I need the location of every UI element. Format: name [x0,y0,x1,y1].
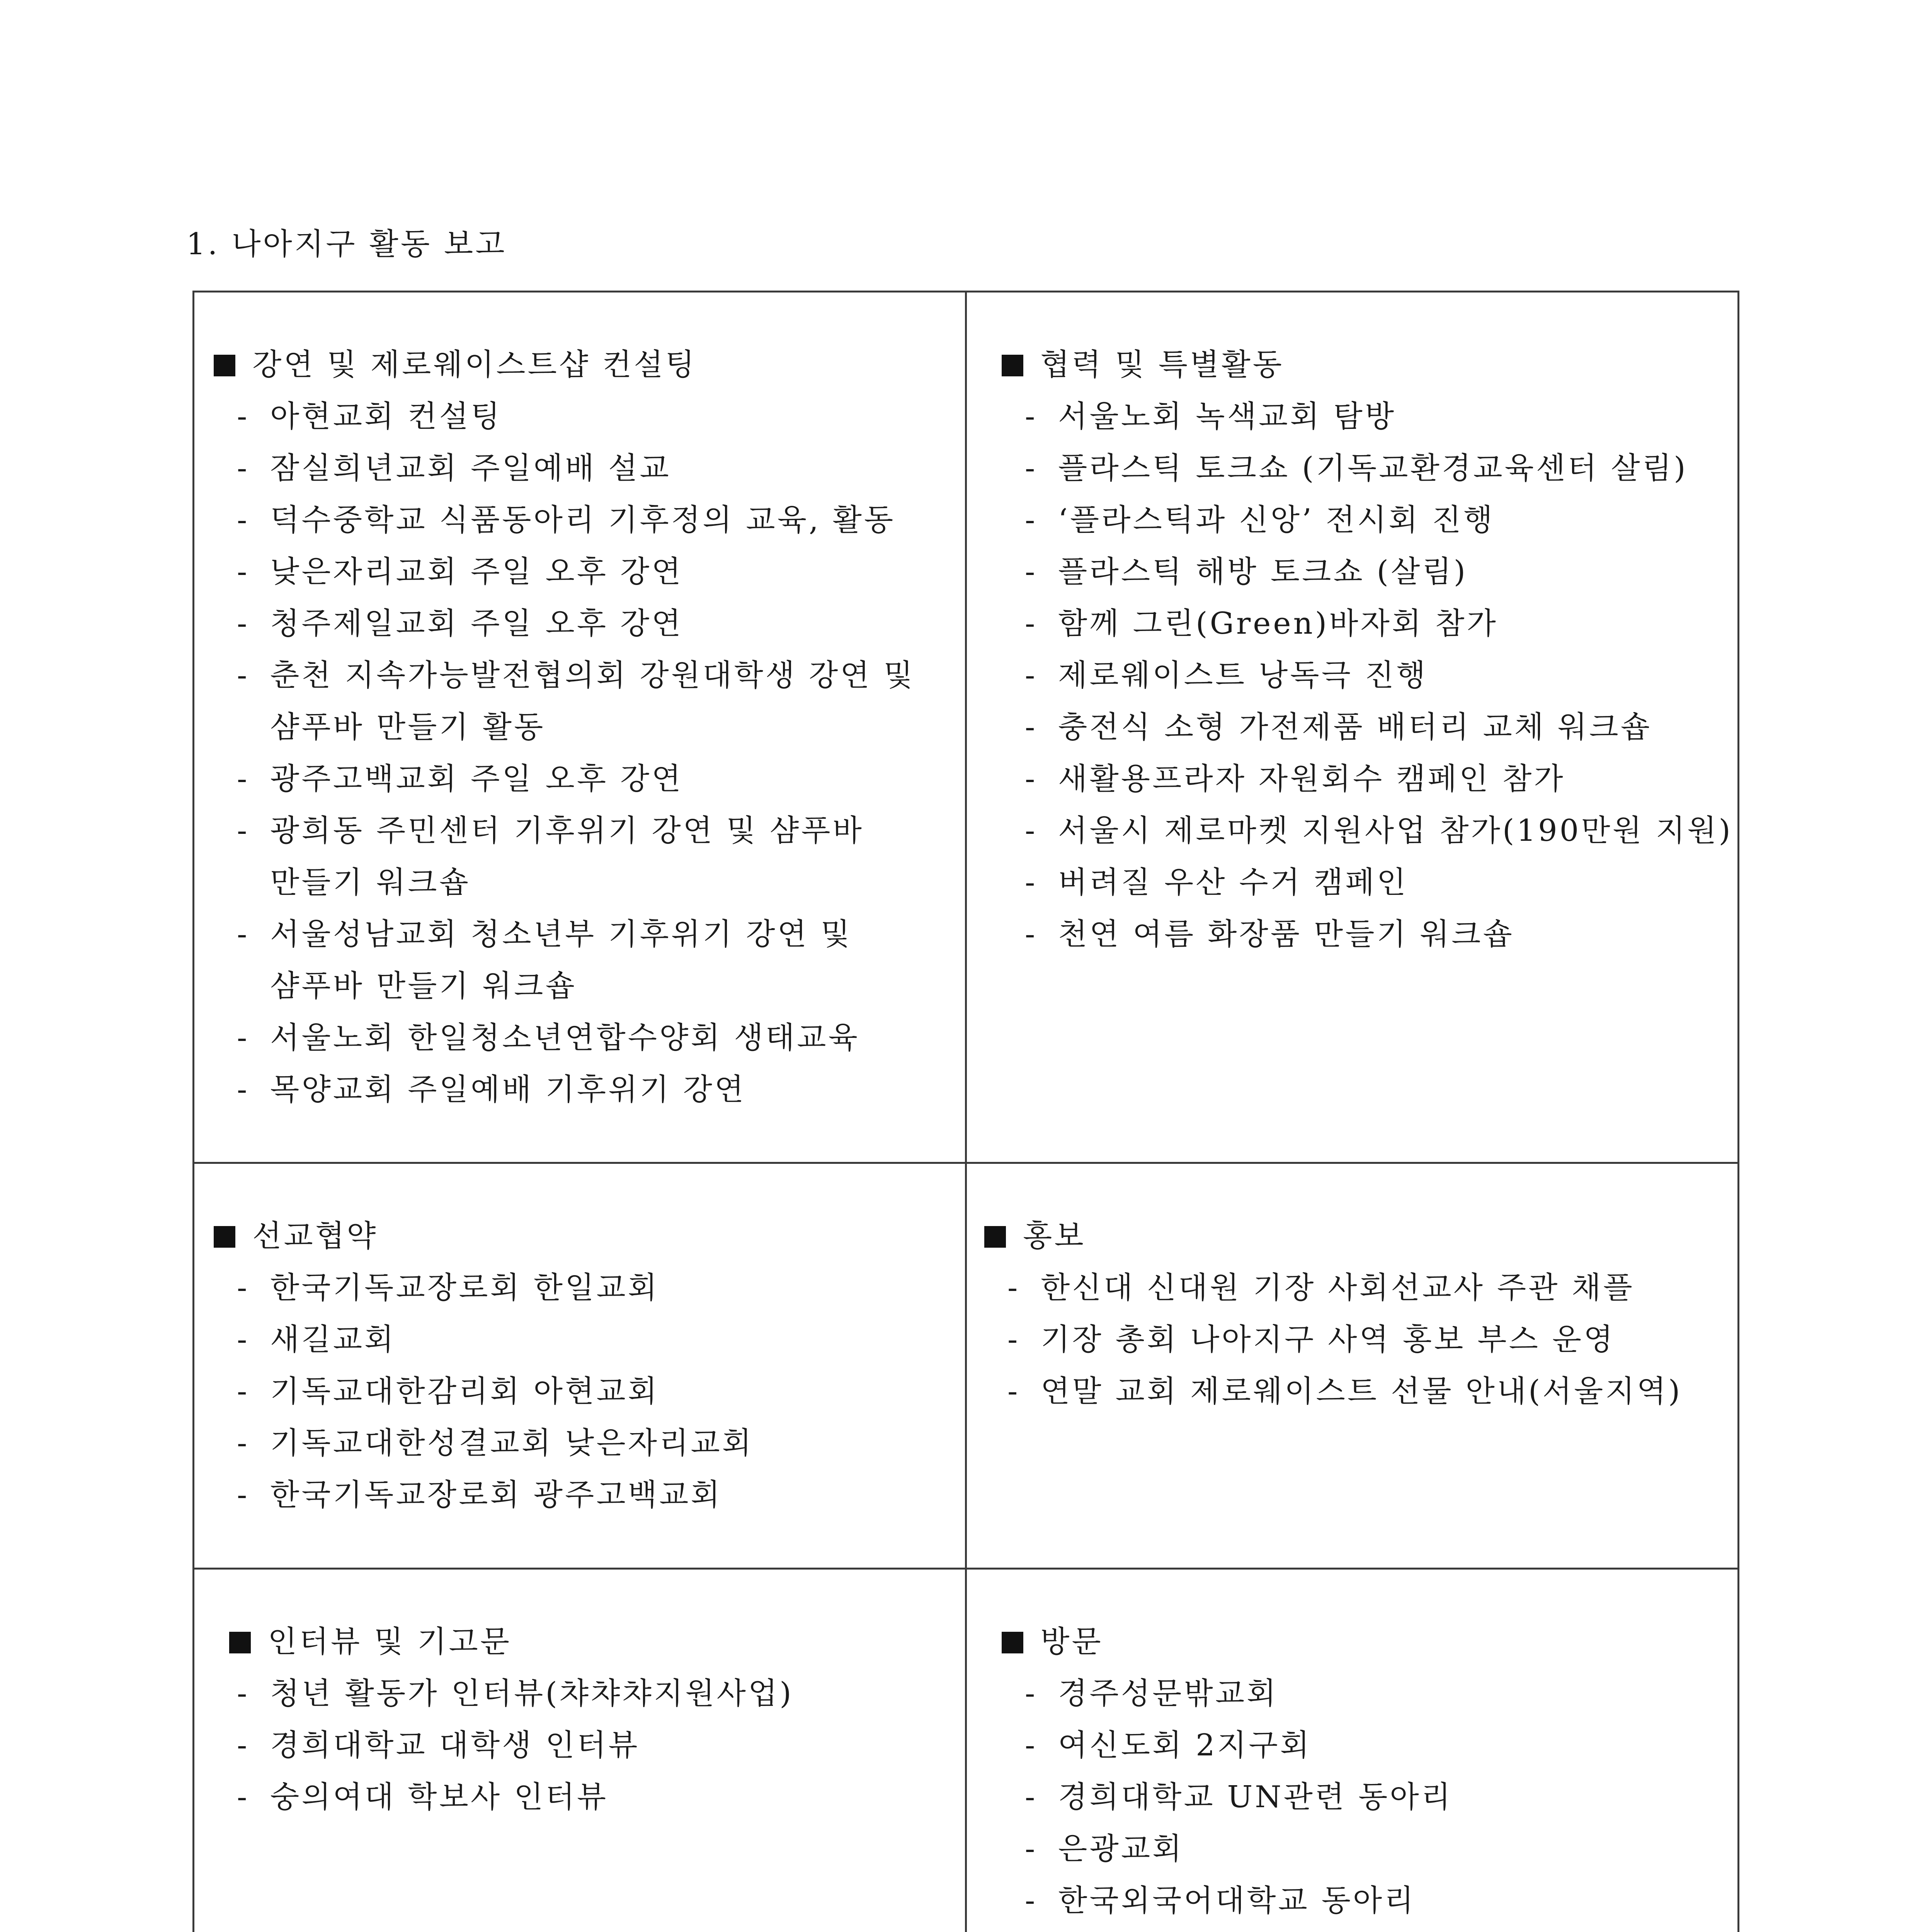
heading-text: 방문 [1040,1624,1103,1659]
table-row [194,1163,1739,1569]
list-item: - 서울노회 한일청소년연합수양회 생태교육 [237,1012,965,1064]
list-item: - 여신도회 2지구회 [1025,1719,1737,1771]
list-item: - 광주고백교회 주일 오후 강연 [237,753,965,805]
cell-promotion [966,1163,1739,1569]
heading-text: 선교협약 [252,1219,378,1253]
list-cooperation [1002,391,1737,960]
list-item: - 함께 그린(Green)바자회 참가 [1025,598,1737,650]
black-square-icon [1002,1632,1023,1653]
list-item: - 충전식 소형 가전제품 배터리 교체 워크숍 [1025,701,1737,753]
list-item: - 플라스틱 토크쇼 (기독교환경교육센터 살림) [1025,442,1737,494]
list-item: - 플라스틱 해방 토크쇼 (살림) [1025,546,1737,598]
section-title: 1. 나아지구 활동 보고 [186,227,507,262]
cell-interview [194,1569,966,1932]
heading-text: 강연 및 제로웨이스트샵 컨설팅 [252,347,697,382]
list-item: - 경희대학교 대학생 인터뷰 [237,1719,965,1771]
heading-text: 협력 및 특별활동 [1040,347,1285,382]
list-item: - 춘천 지속가능발전협의회 강원대학생 강연 및 [237,650,965,701]
heading-text: 홍보 [1023,1219,1086,1253]
list-item: - 은광교회 [1025,1823,1737,1875]
cell-heading-interview [229,1616,965,1668]
list-item: - 낮은자리교회 주일 오후 강연 [237,546,965,598]
black-square-icon [214,355,235,376]
table-row [194,1569,1739,1932]
black-square-icon [984,1226,1006,1248]
list-item: - 한국외국어대학교 동아리 [1025,1875,1737,1927]
list-item: - 숭의여대 학보사 인터뷰 [237,1771,965,1823]
table-row [194,292,1739,1163]
black-square-icon [214,1226,235,1248]
list-item: - 서울노회 녹색교회 탐방 [1025,391,1737,442]
list-item: - 서울성남교회 청소년부 기후위기 강연 및 [237,908,965,960]
list-item-continuation: 만들기 워크숍 [270,865,471,900]
list-item: - 제로웨이스트 낭독극 진행 [1025,650,1737,701]
list-item: - 경주성문밖교회 [1025,1668,1737,1719]
cell-lecture [194,292,966,1163]
list-item: - 새활용프라자 자원회수 캠페인 참가 [1025,753,1737,805]
list-item: - 버려질 우산 수거 캠페인 [1025,857,1737,908]
cell-heading-mission [214,1210,965,1262]
list-item: - 기독교대한감리회 아현교회 [237,1366,965,1417]
list-mission [214,1262,965,1521]
list-item: - 연말 교회 제로웨이스트 선물 안내(서울지역) [1007,1366,1737,1417]
list-item: - 청년 활동가 인터뷰(챠챠챠지원사업) [237,1668,965,1719]
list-item: - 청주제일교회 주일 오후 강연 [237,598,965,650]
list-item-continuation: 샴푸바 만들기 워크숍 [270,969,577,1003]
list-item: - 경희대학교 UN관련 동아리 [1025,1771,1737,1823]
list-item: - 새길교회 [237,1314,965,1366]
cell-heading-promotion [984,1210,1737,1262]
list-item: - 기장 총회 나아지구 사역 홍보 부스 운영 [1007,1314,1737,1366]
list-item: - 잠실희년교회 주일예배 설교 [237,442,965,494]
list-item: - 천연 여름 화장품 만들기 워크숍 [1025,908,1737,960]
list-lecture [214,391,965,1116]
black-square-icon [1002,355,1023,376]
list-item: - 기독교대한성결교회 낮은자리교회 [237,1417,965,1469]
cell-cooperation [966,292,1739,1163]
list-item: - 광희동 주민센터 기후위기 강연 및 샴푸바 [237,805,965,857]
list-item: - ‘플라스틱과 신앙’ 전시회 진행 [1025,494,1737,546]
list-item: - 아현교회 컨설팅 [237,391,965,442]
cell-heading-cooperation [1002,339,1737,391]
list-item: - 한신대 신대원 기장 사회선교사 주관 채플 [1007,1262,1737,1314]
list-item-continuation: 샴푸바 만들기 활동 [270,710,546,745]
list-item: - 서울시 제로마켓 지원사업 참가(190만원 지원) [1025,805,1737,857]
list-promotion [984,1262,1737,1417]
list-visit [1002,1668,1737,1932]
cell-heading-lecture [214,339,965,391]
activity-report-table [192,291,1739,1932]
list-item: - 목양교회 주일예배 기후위기 강연 [237,1064,965,1116]
list-item: - 덕수중학교 식품동아리 기후정의 교육, 활동 [237,494,965,546]
list-interview [229,1668,965,1823]
cell-visit [966,1569,1739,1932]
black-square-icon [229,1632,251,1653]
heading-text: 인터뷰 및 기고문 [268,1624,512,1659]
list-item [1025,1927,1737,1932]
list-item: - 한국기독교장로회 광주고백교회 [237,1469,965,1521]
list-item: - 한국기독교장로회 한일교회 [237,1262,965,1314]
cell-heading-visit [1002,1616,1737,1668]
cell-mission [194,1163,966,1569]
